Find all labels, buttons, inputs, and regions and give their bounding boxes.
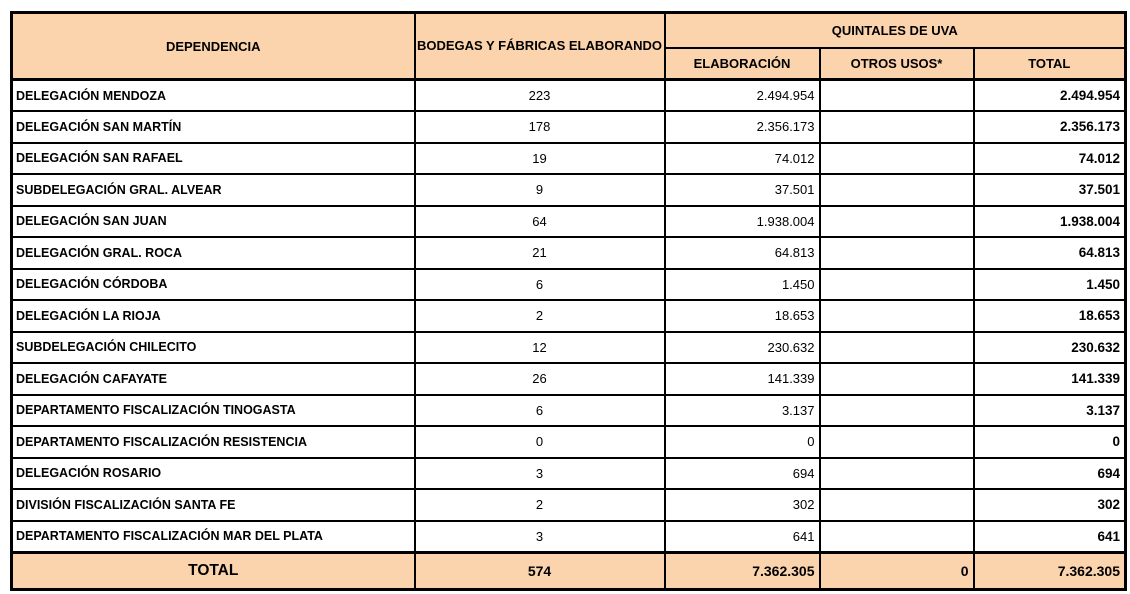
- dependencia-cell: SUBDELEGACIÓN GRAL. ALVEAR: [12, 174, 415, 206]
- otros-usos-cell: [820, 269, 974, 301]
- otros-usos-cell: [820, 426, 974, 458]
- elaboracion-cell: 141.339: [665, 363, 820, 395]
- bodegas-cell: 26: [415, 363, 665, 395]
- table-row: [12, 111, 1126, 143]
- table-row: [12, 174, 1126, 206]
- otros-usos-cell: [820, 237, 974, 269]
- table-footer: [12, 552, 1126, 589]
- table-row: [12, 458, 1126, 490]
- table-row: [12, 143, 1126, 175]
- bodegas-cell: 21: [415, 237, 665, 269]
- otros-usos-cell: [820, 332, 974, 364]
- elaboracion-cell: 2.356.173: [665, 111, 820, 143]
- table-row: [12, 237, 1126, 269]
- total-cell: 3.137: [974, 395, 1126, 427]
- table-row: [12, 426, 1126, 458]
- otros-usos-cell: [820, 521, 974, 553]
- dependencia-cell: DELEGACIÓN LA RIOJA: [12, 300, 415, 332]
- elaboracion-cell: 74.012: [665, 143, 820, 175]
- table-row: [12, 80, 1126, 112]
- dependencia-cell: DEPARTAMENTO FISCALIZACIÓN RESISTENCIA: [12, 426, 415, 458]
- dependencia-cell: DEPARTAMENTO FISCALIZACIÓN MAR DEL PLATA: [12, 521, 415, 553]
- otros-usos-cell: [820, 489, 974, 521]
- bodegas-cell: 2: [415, 300, 665, 332]
- total-cell: 1.938.004: [974, 206, 1126, 238]
- elaboracion-cell: 37.501: [665, 174, 820, 206]
- total-cell: 302: [974, 489, 1126, 521]
- bodegas-cell: 12: [415, 332, 665, 364]
- header-elaboracion: ELABORACIÓN: [665, 48, 820, 80]
- header-otros-usos: OTROS USOS*: [820, 48, 974, 80]
- bodegas-cell: 2: [415, 489, 665, 521]
- dependencia-cell: DELEGACIÓN CAFAYATE: [12, 363, 415, 395]
- table-header: [12, 13, 1126, 80]
- table-row: [12, 489, 1126, 521]
- dependencia-cell: DELEGACIÓN SAN RAFAEL: [12, 143, 415, 175]
- elaboracion-cell: 1.450: [665, 269, 820, 301]
- otros-usos-cell: [820, 363, 974, 395]
- bodegas-cell: 19: [415, 143, 665, 175]
- dependencia-cell: DELEGACIÓN MENDOZA: [12, 80, 415, 112]
- dependencia-cell: DELEGACIÓN SAN JUAN: [12, 206, 415, 238]
- bodegas-cell: 9: [415, 174, 665, 206]
- elaboracion-cell: 2.494.954: [665, 80, 820, 112]
- elaboracion-cell: 230.632: [665, 332, 820, 364]
- total-cell: 641: [974, 521, 1126, 553]
- header-quintales-de-uva: QUINTALES DE UVA: [665, 13, 1126, 48]
- total-cell: 18.653: [974, 300, 1126, 332]
- total-cell: 2.494.954: [974, 80, 1126, 112]
- total-row-bodegas: 574: [415, 552, 665, 589]
- otros-usos-cell: [820, 300, 974, 332]
- elaboracion-cell: 0: [665, 426, 820, 458]
- bodegas-cell: 64: [415, 206, 665, 238]
- total-cell: 694: [974, 458, 1126, 490]
- table-row: [12, 395, 1126, 427]
- header-row-group: [12, 13, 1126, 48]
- total-cell: 2.356.173: [974, 111, 1126, 143]
- total-cell: 230.632: [974, 332, 1126, 364]
- elaboracion-cell: 64.813: [665, 237, 820, 269]
- total-cell: 1.450: [974, 269, 1126, 301]
- dependencia-cell: DELEGACIÓN SAN MARTÍN: [12, 111, 415, 143]
- otros-usos-cell: [820, 206, 974, 238]
- table-row: [12, 521, 1126, 553]
- dependencia-cell: DIVISIÓN FISCALIZACIÓN SANTA FE: [12, 489, 415, 521]
- elaboracion-cell: 302: [665, 489, 820, 521]
- total-row-label: TOTAL: [12, 552, 415, 589]
- bodegas-cell: 6: [415, 269, 665, 301]
- otros-usos-cell: [820, 111, 974, 143]
- dependencia-cell: DELEGACIÓN GRAL. ROCA: [12, 237, 415, 269]
- table-row: [12, 206, 1126, 238]
- quintales-de-uva-table: [10, 11, 1127, 591]
- dependencia-cell: DELEGACIÓN ROSARIO: [12, 458, 415, 490]
- table-body: [12, 80, 1126, 553]
- otros-usos-cell: [820, 174, 974, 206]
- elaboracion-cell: 3.137: [665, 395, 820, 427]
- bodegas-cell: 3: [415, 521, 665, 553]
- otros-usos-cell: [820, 143, 974, 175]
- table-row: [12, 269, 1126, 301]
- total-cell: 64.813: [974, 237, 1126, 269]
- dependencia-cell: DELEGACIÓN CÓRDOBA: [12, 269, 415, 301]
- total-cell: 141.339: [974, 363, 1126, 395]
- table-row: [12, 363, 1126, 395]
- elaboracion-cell: 18.653: [665, 300, 820, 332]
- bodegas-cell: 178: [415, 111, 665, 143]
- bodegas-cell: 3: [415, 458, 665, 490]
- table-row: [12, 300, 1126, 332]
- total-cell: 37.501: [974, 174, 1126, 206]
- bodegas-cell: 6: [415, 395, 665, 427]
- otros-usos-cell: [820, 395, 974, 427]
- otros-usos-cell: [820, 80, 974, 112]
- elaboracion-cell: 694: [665, 458, 820, 490]
- total-row: [12, 552, 1126, 589]
- dependencia-cell: SUBDELEGACIÓN CHILECITO: [12, 332, 415, 364]
- header-total: TOTAL: [974, 48, 1126, 80]
- otros-usos-cell: [820, 458, 974, 490]
- total-row-elaboracion: 7.362.305: [665, 552, 820, 589]
- header-bodegas-elaborando: BODEGAS Y FÁBRICAS ELABORANDO: [415, 13, 665, 80]
- bodegas-cell: 0: [415, 426, 665, 458]
- elaboracion-cell: 641: [665, 521, 820, 553]
- total-cell: 0: [974, 426, 1126, 458]
- bodegas-cell: 223: [415, 80, 665, 112]
- header-dependencia: DEPENDENCIA: [12, 13, 415, 80]
- dependencia-cell: DEPARTAMENTO FISCALIZACIÓN TINOGASTA: [12, 395, 415, 427]
- elaboracion-cell: 1.938.004: [665, 206, 820, 238]
- total-row-otros-usos: 0: [820, 552, 974, 589]
- total-row-total: 7.362.305: [974, 552, 1126, 589]
- table-row: [12, 332, 1126, 364]
- total-cell: 74.012: [974, 143, 1126, 175]
